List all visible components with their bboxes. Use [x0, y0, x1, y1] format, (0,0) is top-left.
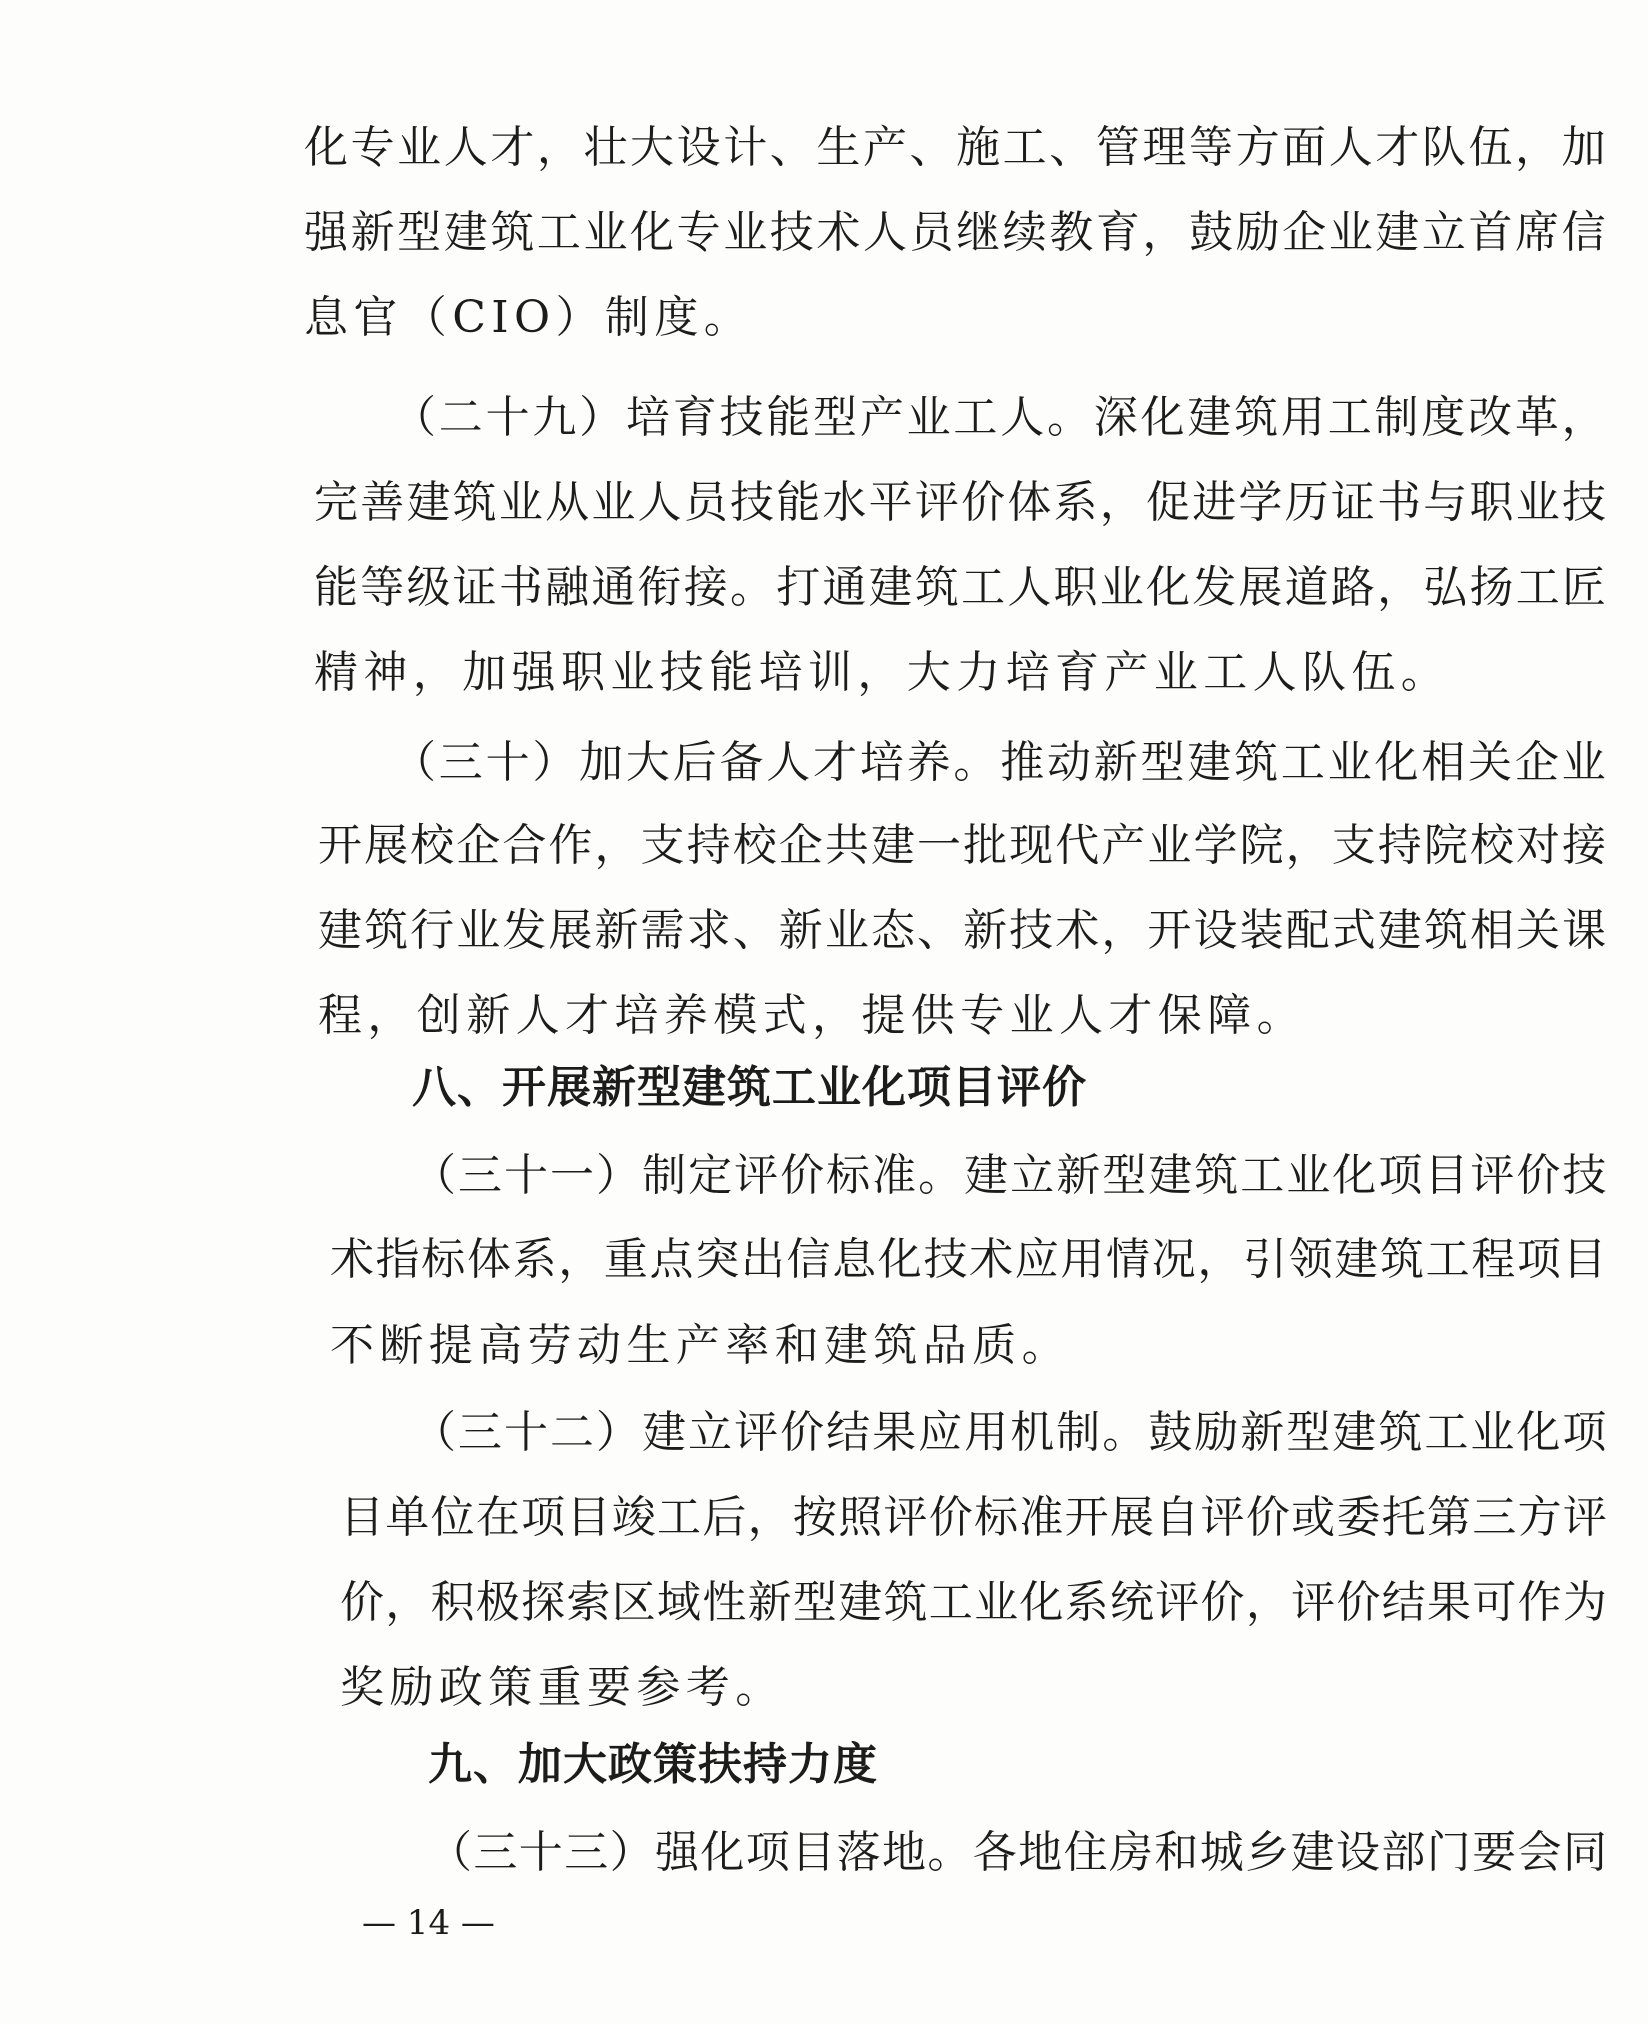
body-text-line: 程，创新人才培养模式，提供专业人才保障。	[318, 990, 1306, 1041]
body-text-line: 开展校企合作，支持校企共建一批现代产业学院，支持院校对接	[318, 820, 1609, 871]
section-9-heading: 九、加大政策扶持力度	[428, 1739, 878, 1790]
body-text-line: 目单位在项目竣工后，按照评价标准开展自评价或委托第三方评	[340, 1492, 1609, 1543]
body-text-line: 息官（CIO）制度。	[304, 292, 754, 343]
body-text-line: 术指标体系，重点突出信息化技术应用情况，引领建筑工程项目	[330, 1234, 1609, 1285]
page-number: — 14 —	[362, 1903, 495, 1943]
paragraph-30-heading-line: （三十）加大后备人才培养。推动新型建筑工业化相关企业	[392, 737, 1609, 788]
body-text-line: 建筑行业发展新需求、新业态、新技术，开设装配式建筑相关课	[318, 905, 1609, 956]
paragraph-32-heading-line: （三十二）建立评价结果应用机制。鼓励新型建筑工业化项	[412, 1407, 1609, 1458]
body-text-line: 能等级证书融通衔接。打通建筑工人职业化发展道路，弘扬工匠	[314, 562, 1609, 613]
body-text-line: 奖励政策重要参考。	[340, 1662, 785, 1713]
body-text-line: 强新型建筑工业化专业技术人员继续教育，鼓励企业建立首席信	[304, 207, 1609, 258]
paragraph-33-heading-line: （三十三）强化项目落地。各地住房和城乡建设部门要会同	[428, 1827, 1609, 1878]
body-text-line: 完善建筑业从业人员技能水平评价体系，促进学历证书与职业技	[314, 477, 1609, 528]
body-text-line: 价，积极探索区域性新型建筑工业化系统评价，评价结果可作为	[340, 1577, 1609, 1628]
body-text-line: 不断提高劳动生产率和建筑品质。	[330, 1320, 1071, 1371]
section-8-heading: 八、开展新型建筑工业化项目评价	[412, 1062, 1087, 1113]
paragraph-29-heading-line: （二十九）培育技能型产业工人。深化建筑用工制度改革，	[392, 392, 1609, 443]
paragraph-31-heading-line: （三十一）制定评价标准。建立新型建筑工业化项目评价技	[412, 1150, 1609, 1201]
body-text-line: 精神，加强职业技能培训，大力培育产业工人队伍。	[314, 647, 1451, 698]
body-text-line: 化专业人才，壮大设计、生产、施工、管理等方面人才队伍，加	[304, 122, 1609, 173]
